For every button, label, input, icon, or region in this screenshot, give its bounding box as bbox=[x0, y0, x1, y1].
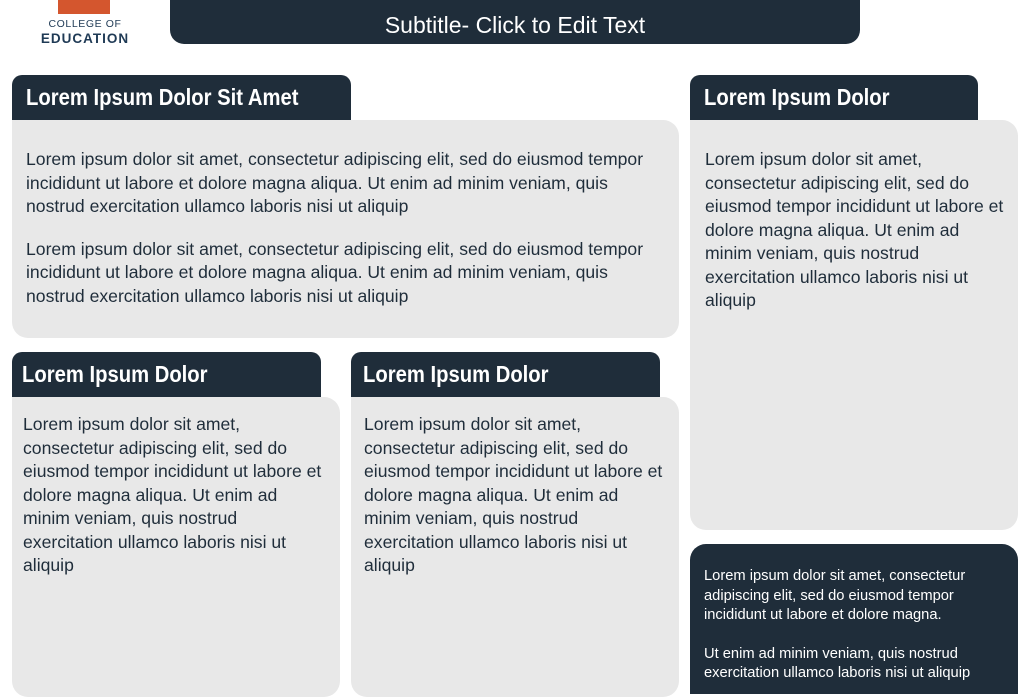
dark-callout-body[interactable] bbox=[704, 567, 1004, 684]
main-section-body[interactable] bbox=[26, 148, 666, 308]
logo-text-college-of: COLLEGE OF bbox=[48, 18, 122, 30]
bottom-middle-paragraph: Lorem ipsum dolor sit amet, consectetur adipiscing elit, sed do eiusmod tempor incididunt ut labore et dolore magna aliqua. Ut enim ad minim veniam, quis nostrud exercitation ullamco laboris nisi ut aliquip bbox=[364, 414, 663, 575]
right-section-tab bbox=[690, 75, 978, 121]
dark-paragraph-1: Lorem ipsum dolor sit amet, consectetur adipiscing elit, sed do eiusmod tempor incididunt ut labore et dolore magna. bbox=[704, 568, 966, 623]
main-paragraph-1: Lorem ipsum dolor sit amet, consectetur adipiscing elit, sed do eiusmod tempor incididunt ut labore et dolore magna aliqua. Ut enim ad minim veniam, quis nostrud exercitation ullamco laboris nisi ut aliquip bbox=[26, 149, 644, 216]
main-section-tab bbox=[12, 75, 351, 121]
main-paragraph-2: Lorem ipsum dolor sit amet, consectetur adipiscing elit, sed do eiusmod tempor incididunt ut labore et dolore magna aliqua. Ut enim ad minim veniam, quis nostrud exercitation ullamco laboris nisi ut aliquip bbox=[26, 238, 644, 306]
subtitle-text[interactable]: Subtitle- Click to Edit Text bbox=[384, 12, 646, 38]
bottom-middle-section-body[interactable] bbox=[364, 413, 669, 578]
bottom-left-section-body[interactable] bbox=[23, 413, 328, 578]
logo-text-education: EDUCATION bbox=[40, 31, 130, 46]
right-section-body[interactable] bbox=[705, 148, 1005, 313]
main-section-heading[interactable]: Lorem Ipsum Dolor Sit Amet bbox=[26, 84, 299, 110]
bottom-middle-section-tab bbox=[351, 352, 660, 398]
bottom-left-paragraph: Lorem ipsum dolor sit amet, consectetur adipiscing elit, sed do eiusmod tempor incididunt ut labore et dolore magna aliqua. Ut enim ad minim veniam, quis nostrud exercitation ullamco laboris nisi ut aliquip bbox=[23, 414, 322, 575]
bottom-middle-section-heading[interactable]: Lorem Ipsum Dolor bbox=[363, 361, 549, 387]
college-logo-mark bbox=[58, 0, 110, 14]
bottom-left-section-tab bbox=[12, 352, 321, 398]
bottom-left-section-heading[interactable]: Lorem Ipsum Dolor bbox=[22, 361, 208, 387]
right-paragraph: Lorem ipsum dolor sit amet, consectetur adipiscing elit, sed do eiusmod tempor incididunt ut labore et dolore magna aliqua. Ut enim ad minim veniam, quis nostrud exercitation ullamco laboris nisi ut aliquip bbox=[705, 149, 1004, 310]
right-section-heading[interactable]: Lorem Ipsum Dolor bbox=[704, 84, 890, 110]
dark-paragraph-2: Ut enim ad minim veniam, quis nostrud exercitation ullamco laboris nisi ut aliquip bbox=[704, 645, 971, 681]
